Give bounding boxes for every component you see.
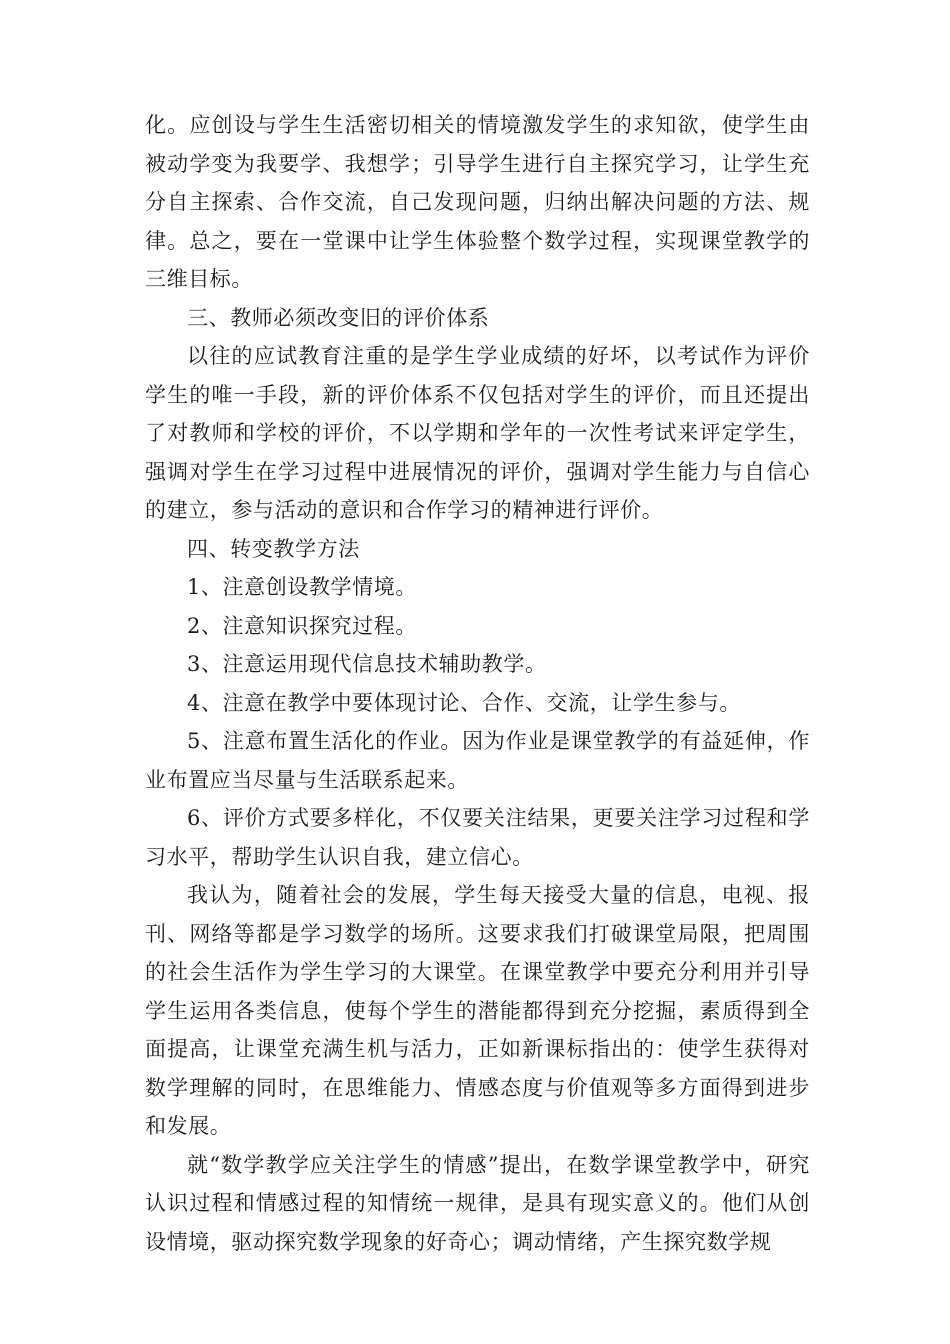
list-item-5: 5、注意布置生活化的作业。因为作业是课堂教学的有益延伸，作业布置应当尽量与生活联系起来。 [145, 729, 810, 792]
section-heading-evaluation: 三、教师必须改变旧的评价体系 [187, 305, 490, 330]
paragraph-continuation: 化。应创设与学生生活密切相关的情境激发学生的求知欲，使学生由被动学变为我要学、我想学；引导学生进行自主探究学习，让学生充分自主探索、合作交流，自己发现问题，归纳出解决问题的方法、规律。总之，要在一堂课中让学生体验整个数学过程，实现课堂教学的三维目标。 [145, 113, 810, 291]
paragraph-evaluation: 以往的应试教育注重的是学生学业成绩的好坏，以考试作为评价学生的唯一手段，新的评价体系不仅包括对学生的评价，而且还提出了对教师和学校的评价，不以学期和学年的一次性考试来评定学生，强调对学生在学习过程中进展情况的评价，强调对学生能力与自信心的建立，参与活动的意识和合作学习的精神进行评价。 [145, 344, 810, 522]
list-item-4: 4、注意在教学中要体现讨论、合作、交流，让学生参与。 [187, 690, 741, 715]
list-item-3: 3、注意运用现代信息技术辅助教学。 [187, 652, 547, 676]
list-item-2: 2、注意知识探究过程。 [187, 613, 417, 638]
paragraph-emotion: 就“数学教学应关注学生的情感”提出，在数学课堂教学中，研究认识过程和情感过程的知情统一规律，是具有现实意义的。他们从创设情境，驱动探究数学现象的好奇心；调动情绪，产生探究数学规 [145, 1152, 810, 1254]
paragraph-opinion: 我认为，随着社会的发展，学生每天接受大量的信息，电视、报刊、网络等都是学习数学的场所。这要求我们打破课堂局限，把周围的社会生活作为学生学习的大课堂。在课堂教学中要充分利用并引导学生运用各类信息，使每个学生的潜能都得到充分挖掘，素质得到全面提高，让课堂充满生机与活力，正如新课标指出的：使学生获得对数学理解的同时，在思维能力、情感态度与价值观等多方面得到进步和发展。 [145, 883, 810, 1138]
list-item-6: 6、评价方式要多样化，不仅要关注结果，更要关注学习过程和学习水平，帮助学生认识自我，建立信心。 [145, 806, 810, 869]
list-item-1: 1、注意创设教学情境。 [187, 575, 417, 599]
section-heading-methods: 四、转变教学方法 [187, 536, 360, 561]
body-text [145, 106, 810, 1261]
